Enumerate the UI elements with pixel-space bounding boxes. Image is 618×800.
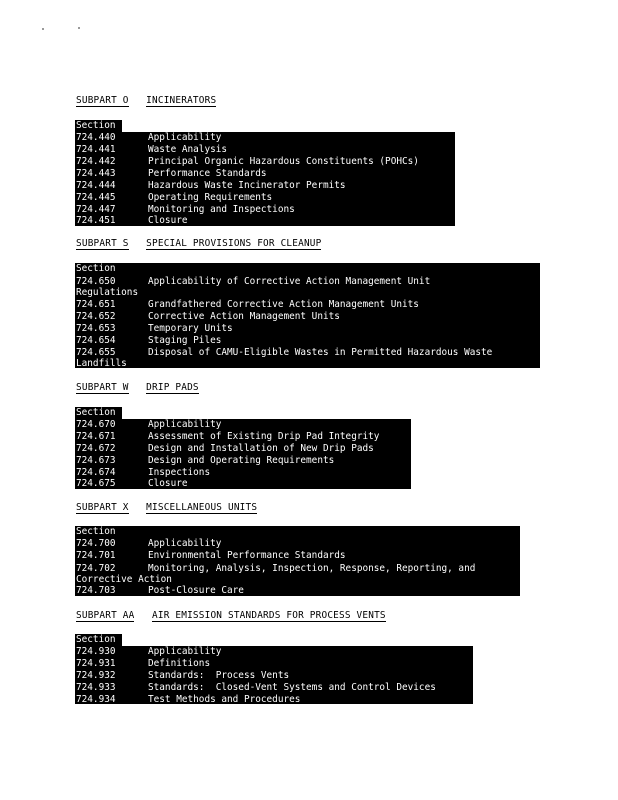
subpart-heading: [76, 610, 386, 622]
subpart-heading-label: SUBPART W: [76, 382, 129, 393]
section-title: Test Methods and Procedures: [148, 694, 301, 705]
section-number: 724.650: [76, 276, 116, 287]
scan-speck: [78, 27, 80, 29]
section-number: 724.653: [76, 323, 116, 334]
section-title: Standards: Closed-Vent Systems and Control Devices: [148, 682, 436, 693]
section-number: 724.672: [76, 443, 116, 454]
section-title: Monitoring, Analysis, Inspection, Response, Reporting, and: [148, 563, 476, 574]
section-title-continued: Landfills: [76, 358, 127, 369]
section-title: Applicability: [148, 419, 222, 430]
subpart-heading-label: SUBPART X: [76, 502, 129, 513]
section-title: Closure: [148, 478, 188, 489]
section-title: Monitoring and Inspections: [148, 204, 295, 215]
subpart-heading: [76, 238, 321, 250]
section-title: Grandfathered Corrective Action Management Units: [148, 299, 419, 310]
section-title: Corrective Action Management Units: [148, 311, 340, 322]
section-title-continued: Corrective Action: [76, 574, 172, 585]
section-title: Applicability: [148, 132, 222, 143]
subpart-heading-label: SUBPART AA: [76, 610, 135, 621]
section-number: 724.675: [76, 478, 116, 489]
section-label: Section: [76, 634, 116, 645]
subpart-heading: [76, 502, 257, 514]
subpart-heading-title: AIR EMISSION STANDARDS FOR PROCESS VENTS: [152, 610, 386, 621]
subpart-heading-label: SUBPART S: [76, 238, 129, 249]
section-title: Disposal of CAMU-Eligible Wastes in Permitted Hazardous Waste: [148, 347, 493, 358]
section-title: Inspections: [148, 467, 211, 478]
section-label: Section: [76, 526, 116, 537]
section-number: 724.701: [76, 550, 116, 561]
section-number: 724.652: [76, 311, 116, 322]
section-title: Principal Organic Hazardous Constituents (POHCs): [148, 156, 419, 167]
section-title-continued: Regulations: [76, 287, 139, 298]
section-title: Post-Closure Care: [148, 585, 244, 596]
section-number: 724.441: [76, 144, 116, 155]
section-number: 724.932: [76, 670, 116, 681]
section-number: 724.440: [76, 132, 116, 143]
subpart-heading-title: DRIP PADS: [146, 382, 199, 393]
section-number: 724.451: [76, 215, 116, 226]
section-number: 724.703: [76, 585, 116, 596]
section-number: 724.447: [76, 204, 116, 215]
section-title: Design and Installation of New Drip Pads: [148, 443, 374, 454]
section-title: Closure: [148, 215, 188, 226]
section-title: Applicability: [148, 538, 222, 549]
subpart-heading-title: SPECIAL PROVISIONS FOR CLEANUP: [146, 238, 322, 249]
section-title: Staging Piles: [148, 335, 222, 346]
section-number: 724.655: [76, 347, 116, 358]
subpart-heading-label: SUBPART O: [76, 95, 129, 106]
section-title: Waste Analysis: [148, 144, 228, 155]
section-number: 724.702: [76, 563, 116, 574]
subpart-heading-title: MISCELLANEOUS UNITS: [146, 502, 258, 513]
section-number: 724.933: [76, 682, 116, 693]
section-title: Standards: Process Vents: [148, 670, 290, 681]
section-title: Performance Standards: [148, 168, 267, 179]
section-number: 724.931: [76, 658, 116, 669]
section-number: 724.654: [76, 335, 116, 346]
section-number: 724.673: [76, 455, 116, 466]
section-title: Assessment of Existing Drip Pad Integrity: [148, 431, 380, 442]
section-number: 724.934: [76, 694, 116, 705]
section-title: Applicability of Corrective Action Management Unit: [148, 276, 431, 287]
section-title: Design and Operating Requirements: [148, 455, 335, 466]
subpart-heading: [76, 382, 199, 394]
section-label: Section: [76, 407, 116, 418]
section-label: Section: [76, 120, 116, 131]
section-number: 724.671: [76, 431, 116, 442]
section-number: 724.930: [76, 646, 116, 657]
section-number: 724.445: [76, 192, 116, 203]
section-number: 724.443: [76, 168, 116, 179]
section-label: Section: [76, 263, 116, 274]
section-title: Temporary Units: [148, 323, 233, 334]
section-number: 724.670: [76, 419, 116, 430]
section-number: 724.651: [76, 299, 116, 310]
section-title: Hazardous Waste Incinerator Permits: [148, 180, 346, 191]
subpart-heading-title: INCINERATORS: [146, 95, 217, 106]
section-title: Applicability: [148, 646, 222, 657]
section-title: Environmental Performance Standards: [148, 550, 346, 561]
section-number: 724.442: [76, 156, 116, 167]
scan-speck: [42, 28, 44, 30]
section-number: 724.700: [76, 538, 116, 549]
section-number: 724.444: [76, 180, 116, 191]
subpart-heading: [76, 95, 216, 107]
section-title: Operating Requirements: [148, 192, 273, 203]
section-title: Definitions: [148, 658, 211, 669]
section-number: 724.674: [76, 467, 116, 478]
